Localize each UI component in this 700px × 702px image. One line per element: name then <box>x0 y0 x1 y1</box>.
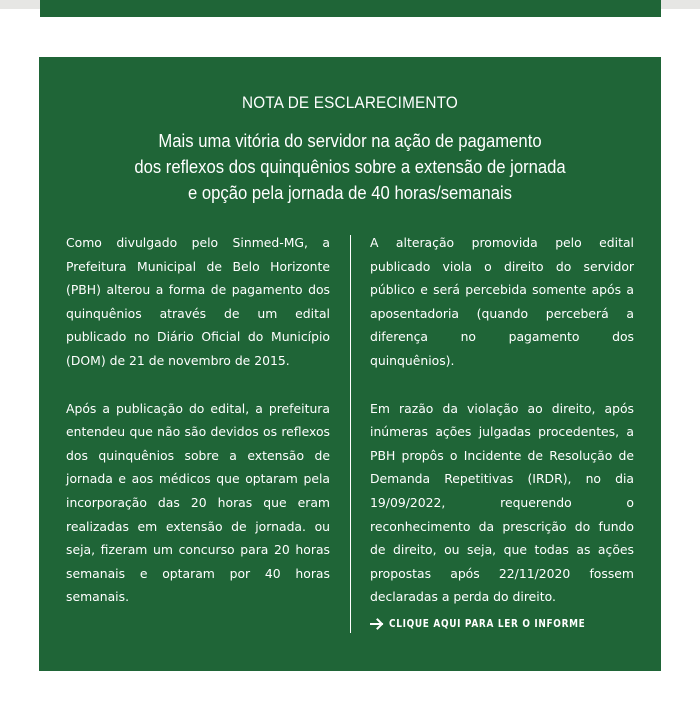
paragraph: A alteração promovida pelo edital publicado viola o direito do servidor público e será percebida somente após a aposentadoria (quando perceberá a diferença no pagamento dos quinquênios). <box>370 235 634 368</box>
paragraph: Como divulgado pelo Sinmed-MG, a Prefeitura Municipal de Belo Horizonte (PBH) alterou a forma de pagamento dos quinquênios através de um edital publicado no Diário Oficial do Município (DOM) de 21 de novembro de 2015. <box>66 235 330 368</box>
headline-line: Mais uma vitória do servidor na ação de pagamento <box>158 130 542 151</box>
paragraph: Em razão da violação ao direito, após inúmeras ações julgadas procedentes, a PBH propôs o Incidente de Resolução de Demanda Repetitivas (IRDR), no dia 19/09/2022, requerendo o reconhecimento da prescrição do fundo de direito, ou seja, que todas as ações propostas após 22/11/2020 fossem declaradas a perda do direito. <box>370 400 634 605</box>
arrow-right-icon <box>370 618 384 630</box>
right-column <box>370 231 634 609</box>
read-report-label: CLIQUE AQUI PARA LER O INFORME <box>389 618 586 630</box>
paragraph: Após a publicação do edital, a prefeitura entendeu que não são devidos os reflexos dos quinquênios sobre a extensão de jornada e aos médicos que optaram pela incorporação das 20 horas que eram realizadas em extensão de jornada. ou seja, fizeram um concurso para 20 horas semanais e optaram por 40 horas semanais. <box>66 400 330 605</box>
note-title: NOTA DE ESCLARECIMENTO <box>242 93 458 112</box>
column-divider <box>350 235 351 633</box>
headline-line: e opção pela jornada de 40 horas/semanais <box>188 182 512 203</box>
read-report-link[interactable] <box>370 618 620 630</box>
top-green-bar <box>40 0 661 17</box>
note-card <box>39 57 661 671</box>
headline-line: dos reflexos dos quinquênios sobre a extensão de jornada <box>134 156 566 177</box>
left-column <box>66 231 330 609</box>
note-headline <box>70 128 630 206</box>
